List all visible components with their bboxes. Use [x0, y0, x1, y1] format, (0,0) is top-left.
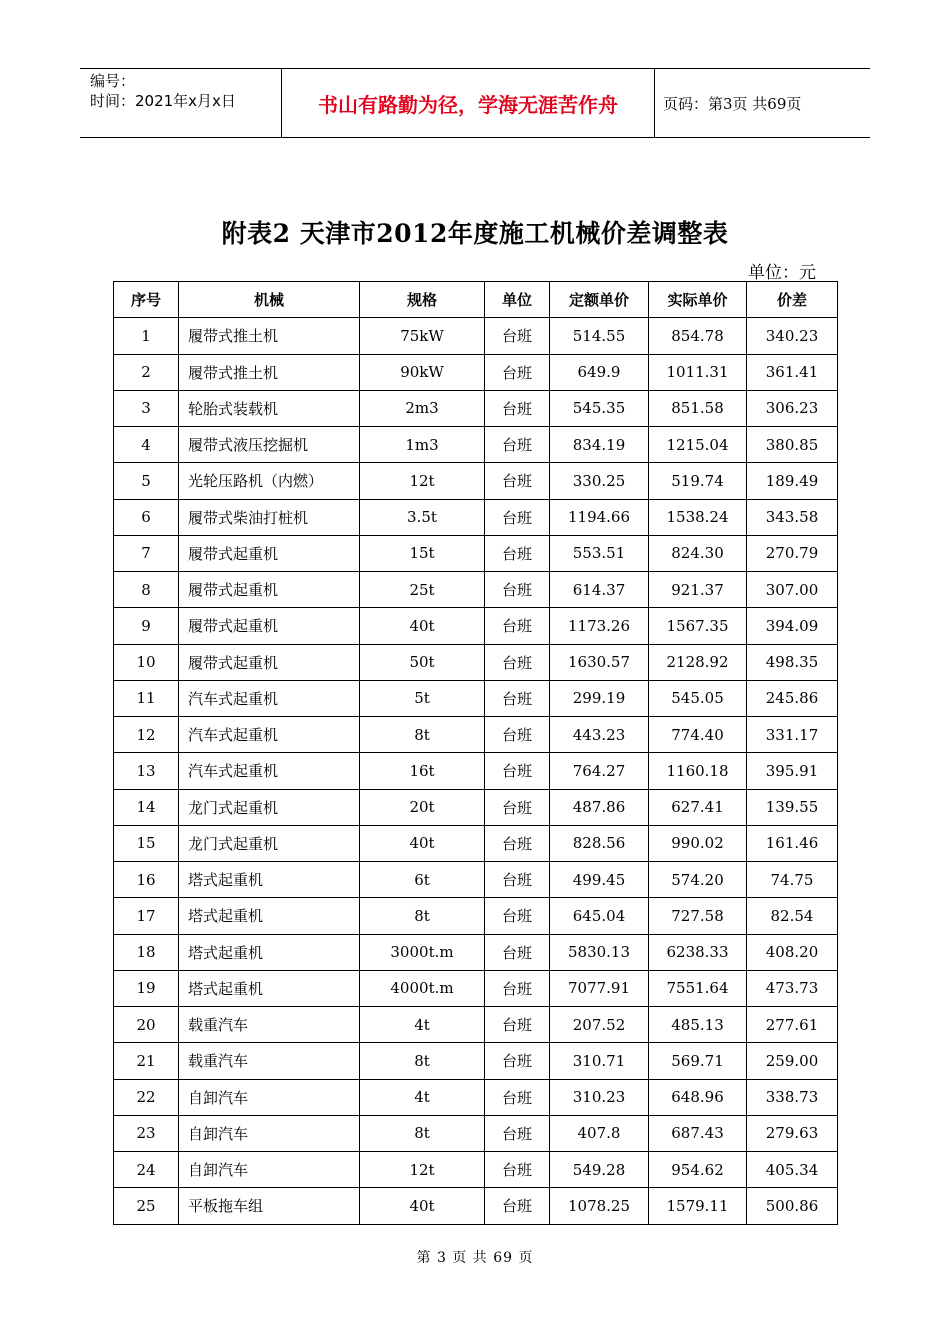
cell-machine: 履带式柴油打桩机: [179, 499, 360, 535]
cell-difference: 259.00: [747, 1043, 838, 1079]
cell-actual-price: 1579.11: [649, 1188, 747, 1224]
cell-spec: 40t: [360, 825, 485, 861]
cell-actual-price: 854.78: [649, 318, 747, 354]
cell-difference: 139.55: [747, 789, 838, 825]
cell-index: 14: [114, 789, 179, 825]
cell-difference: 270.79: [747, 535, 838, 571]
table-row: [114, 1188, 838, 1224]
cell-spec: 50t: [360, 644, 485, 680]
cell-index: 8: [114, 572, 179, 608]
cell-actual-price: 7551.64: [649, 970, 747, 1006]
cell-index: 5: [114, 463, 179, 499]
cell-unit: 台班: [485, 427, 550, 463]
cell-machine: 履带式液压挖掘机: [179, 427, 360, 463]
cell-quota-price: 828.56: [550, 825, 649, 861]
cell-actual-price: 485.13: [649, 1007, 747, 1043]
cell-index: 16: [114, 862, 179, 898]
cell-actual-price: 574.20: [649, 862, 747, 898]
cell-difference: 74.75: [747, 862, 838, 898]
cell-spec: 12t: [360, 1152, 485, 1188]
cell-spec: 8t: [360, 1115, 485, 1151]
cell-machine: 塔式起重机: [179, 970, 360, 1006]
cell-unit: 台班: [485, 535, 550, 571]
cell-quota-price: 5830.13: [550, 934, 649, 970]
cell-spec: 16t: [360, 753, 485, 789]
cell-difference: 306.23: [747, 390, 838, 426]
cell-machine: 龙门式起重机: [179, 825, 360, 861]
col-header-actual-price: 实际单价: [649, 282, 747, 318]
cell-quota-price: 499.45: [550, 862, 649, 898]
cell-machine: 履带式起重机: [179, 535, 360, 571]
cell-actual-price: 627.41: [649, 789, 747, 825]
page-header: [80, 68, 870, 138]
cell-index: 23: [114, 1115, 179, 1151]
cell-quota-price: 553.51: [550, 535, 649, 571]
cell-unit: 台班: [485, 1152, 550, 1188]
cell-unit: 台班: [485, 390, 550, 426]
cell-spec: 25t: [360, 572, 485, 608]
cell-machine: 履带式起重机: [179, 572, 360, 608]
table-row: [114, 1152, 838, 1188]
cell-actual-price: 1538.24: [649, 499, 747, 535]
cell-difference: 498.35: [747, 644, 838, 680]
cell-difference: 343.58: [747, 499, 838, 535]
cell-spec: 8t: [360, 717, 485, 753]
cell-index: 11: [114, 680, 179, 716]
table-row: [114, 1043, 838, 1079]
cell-actual-price: 954.62: [649, 1152, 747, 1188]
cell-index: 7: [114, 535, 179, 571]
cell-index: 10: [114, 644, 179, 680]
cell-unit: 台班: [485, 789, 550, 825]
table-row: [114, 427, 838, 463]
cell-difference: 189.49: [747, 463, 838, 499]
cell-difference: 82.54: [747, 898, 838, 934]
cell-quota-price: 7077.91: [550, 970, 649, 1006]
cell-quota-price: 310.23: [550, 1079, 649, 1115]
header-motto: 书山有路勤为径，学海无涯苦作舟: [281, 69, 655, 137]
cell-unit: 台班: [485, 934, 550, 970]
cell-quota-price: 1173.26: [550, 608, 649, 644]
cell-difference: 500.86: [747, 1188, 838, 1224]
cell-index: 21: [114, 1043, 179, 1079]
cell-unit: 台班: [485, 354, 550, 390]
cell-machine: 塔式起重机: [179, 862, 360, 898]
table-row: [114, 717, 838, 753]
price-difference-table: [113, 281, 838, 1225]
cell-difference: 408.20: [747, 934, 838, 970]
cell-actual-price: 6238.33: [649, 934, 747, 970]
cell-machine: 履带式起重机: [179, 608, 360, 644]
cell-quota-price: 330.25: [550, 463, 649, 499]
cell-difference: 380.85: [747, 427, 838, 463]
table-row: [114, 1007, 838, 1043]
cell-index: 18: [114, 934, 179, 970]
cell-machine: 履带式推土机: [179, 318, 360, 354]
cell-index: 2: [114, 354, 179, 390]
table-row: [114, 970, 838, 1006]
cell-machine: 履带式推土机: [179, 354, 360, 390]
cell-difference: 161.46: [747, 825, 838, 861]
cell-quota-price: 310.71: [550, 1043, 649, 1079]
cell-spec: 20t: [360, 789, 485, 825]
cell-machine: 龙门式起重机: [179, 789, 360, 825]
table-header-row: [114, 282, 838, 318]
cell-difference: 277.61: [747, 1007, 838, 1043]
cell-unit: 台班: [485, 862, 550, 898]
cell-actual-price: 774.40: [649, 717, 747, 753]
header-page-info: 页码：第3页 共69页: [663, 94, 802, 113]
cell-spec: 8t: [360, 898, 485, 934]
cell-index: 4: [114, 427, 179, 463]
cell-unit: 台班: [485, 1079, 550, 1115]
cell-difference: 473.73: [747, 970, 838, 1006]
table-row: [114, 390, 838, 426]
cell-machine: 履带式起重机: [179, 644, 360, 680]
cell-machine: 光轮压路机（内燃）: [179, 463, 360, 499]
cell-quota-price: 299.19: [550, 680, 649, 716]
col-header-quota-price: 定额单价: [550, 282, 649, 318]
cell-actual-price: 2128.92: [649, 644, 747, 680]
cell-actual-price: 545.05: [649, 680, 747, 716]
cell-quota-price: 514.55: [550, 318, 649, 354]
cell-unit: 台班: [485, 572, 550, 608]
cell-machine: 自卸汽车: [179, 1152, 360, 1188]
unit-label: 单位：元: [748, 263, 816, 283]
cell-index: 25: [114, 1188, 179, 1224]
table-row: [114, 463, 838, 499]
cell-unit: 台班: [485, 717, 550, 753]
cell-actual-price: 687.43: [649, 1115, 747, 1151]
cell-difference: 307.00: [747, 572, 838, 608]
cell-difference: 338.73: [747, 1079, 838, 1115]
cell-spec: 4t: [360, 1079, 485, 1115]
page-footer: 第 3 页 共 69 页: [416, 1250, 534, 1266]
cell-actual-price: 921.37: [649, 572, 747, 608]
cell-quota-price: 487.86: [550, 789, 649, 825]
cell-spec: 8t: [360, 1043, 485, 1079]
cell-difference: 361.41: [747, 354, 838, 390]
cell-unit: 台班: [485, 680, 550, 716]
cell-index: 9: [114, 608, 179, 644]
cell-unit: 台班: [485, 753, 550, 789]
table-row: [114, 354, 838, 390]
table-row: [114, 753, 838, 789]
cell-machine: 轮胎式装载机: [179, 390, 360, 426]
cell-spec: 6t: [360, 862, 485, 898]
cell-index: 20: [114, 1007, 179, 1043]
cell-spec: 3.5t: [360, 499, 485, 535]
cell-unit: 台班: [485, 499, 550, 535]
cell-index: 15: [114, 825, 179, 861]
cell-index: 24: [114, 1152, 179, 1188]
table-row: [114, 535, 838, 571]
cell-unit: 台班: [485, 644, 550, 680]
cell-quota-price: 1630.57: [550, 644, 649, 680]
header-code: 编号：: [90, 72, 136, 90]
cell-spec: 3000t.m: [360, 934, 485, 970]
cell-quota-price: 764.27: [550, 753, 649, 789]
cell-actual-price: 1215.04: [649, 427, 747, 463]
cell-index: 13: [114, 753, 179, 789]
cell-quota-price: 407.8: [550, 1115, 649, 1151]
cell-quota-price: 207.52: [550, 1007, 649, 1043]
cell-unit: 台班: [485, 463, 550, 499]
table-row: [114, 898, 838, 934]
cell-difference: 245.86: [747, 680, 838, 716]
cell-index: 12: [114, 717, 179, 753]
cell-unit: 台班: [485, 825, 550, 861]
cell-difference: 279.63: [747, 1115, 838, 1151]
table-row: [114, 608, 838, 644]
header-meta: [80, 69, 280, 137]
table-row: [114, 1115, 838, 1151]
col-header-difference: 价差: [747, 282, 838, 318]
cell-actual-price: 1567.35: [649, 608, 747, 644]
cell-machine: 自卸汽车: [179, 1115, 360, 1151]
cell-quota-price: 649.9: [550, 354, 649, 390]
cell-machine: 平板拖车组: [179, 1188, 360, 1224]
cell-index: 3: [114, 390, 179, 426]
cell-actual-price: 851.58: [649, 390, 747, 426]
cell-difference: 405.34: [747, 1152, 838, 1188]
cell-spec: 4000t.m: [360, 970, 485, 1006]
table-body: [114, 318, 838, 1224]
cell-spec: 4t: [360, 1007, 485, 1043]
cell-unit: 台班: [485, 608, 550, 644]
table-row: [114, 862, 838, 898]
cell-unit: 台班: [485, 970, 550, 1006]
cell-spec: 1m3: [360, 427, 485, 463]
cell-machine: 塔式起重机: [179, 934, 360, 970]
cell-actual-price: 1011.31: [649, 354, 747, 390]
cell-actual-price: 1160.18: [649, 753, 747, 789]
col-header-index: 序号: [114, 282, 179, 318]
cell-unit: 台班: [485, 898, 550, 934]
cell-machine: 塔式起重机: [179, 898, 360, 934]
cell-spec: 2m3: [360, 390, 485, 426]
document-title: 附表2 天津市2012年度施工机械价差调整表: [221, 219, 729, 248]
cell-quota-price: 614.37: [550, 572, 649, 608]
cell-actual-price: 648.96: [649, 1079, 747, 1115]
cell-quota-price: 645.04: [550, 898, 649, 934]
cell-machine: 汽车式起重机: [179, 753, 360, 789]
cell-unit: 台班: [485, 1007, 550, 1043]
cell-difference: 394.09: [747, 608, 838, 644]
cell-quota-price: 1194.66: [550, 499, 649, 535]
cell-unit: 台班: [485, 1043, 550, 1079]
cell-machine: 载重汽车: [179, 1043, 360, 1079]
cell-actual-price: 569.71: [649, 1043, 747, 1079]
table-row: [114, 934, 838, 970]
cell-spec: 5t: [360, 680, 485, 716]
cell-index: 17: [114, 898, 179, 934]
cell-spec: 15t: [360, 535, 485, 571]
cell-index: 6: [114, 499, 179, 535]
cell-machine: 载重汽车: [179, 1007, 360, 1043]
cell-actual-price: 727.58: [649, 898, 747, 934]
cell-spec: 12t: [360, 463, 485, 499]
cell-spec: 40t: [360, 608, 485, 644]
cell-index: 19: [114, 970, 179, 1006]
cell-difference: 340.23: [747, 318, 838, 354]
header-time: 时间：2021年x月x日: [90, 92, 236, 110]
col-header-machine: 机械: [179, 282, 360, 318]
cell-machine: 汽车式起重机: [179, 717, 360, 753]
table-row: [114, 789, 838, 825]
cell-unit: 台班: [485, 1188, 550, 1224]
cell-difference: 395.91: [747, 753, 838, 789]
cell-actual-price: 824.30: [649, 535, 747, 571]
col-header-unit: 单位: [485, 282, 550, 318]
cell-actual-price: 519.74: [649, 463, 747, 499]
cell-actual-price: 990.02: [649, 825, 747, 861]
table-row: [114, 825, 838, 861]
cell-spec: 90kW: [360, 354, 485, 390]
table-row: [114, 572, 838, 608]
cell-machine: 自卸汽车: [179, 1079, 360, 1115]
cell-spec: 75kW: [360, 318, 485, 354]
cell-quota-price: 1078.25: [550, 1188, 649, 1224]
cell-unit: 台班: [485, 1115, 550, 1151]
table-row: [114, 1079, 838, 1115]
cell-index: 1: [114, 318, 179, 354]
col-header-spec: 规格: [360, 282, 485, 318]
table-row: [114, 680, 838, 716]
cell-spec: 40t: [360, 1188, 485, 1224]
table-row: [114, 318, 838, 354]
cell-machine: 汽车式起重机: [179, 680, 360, 716]
cell-quota-price: 834.19: [550, 427, 649, 463]
cell-quota-price: 443.23: [550, 717, 649, 753]
cell-index: 22: [114, 1079, 179, 1115]
cell-unit: 台班: [485, 318, 550, 354]
cell-quota-price: 545.35: [550, 390, 649, 426]
table-row: [114, 499, 838, 535]
cell-difference: 331.17: [747, 717, 838, 753]
cell-quota-price: 549.28: [550, 1152, 649, 1188]
table-row: [114, 644, 838, 680]
